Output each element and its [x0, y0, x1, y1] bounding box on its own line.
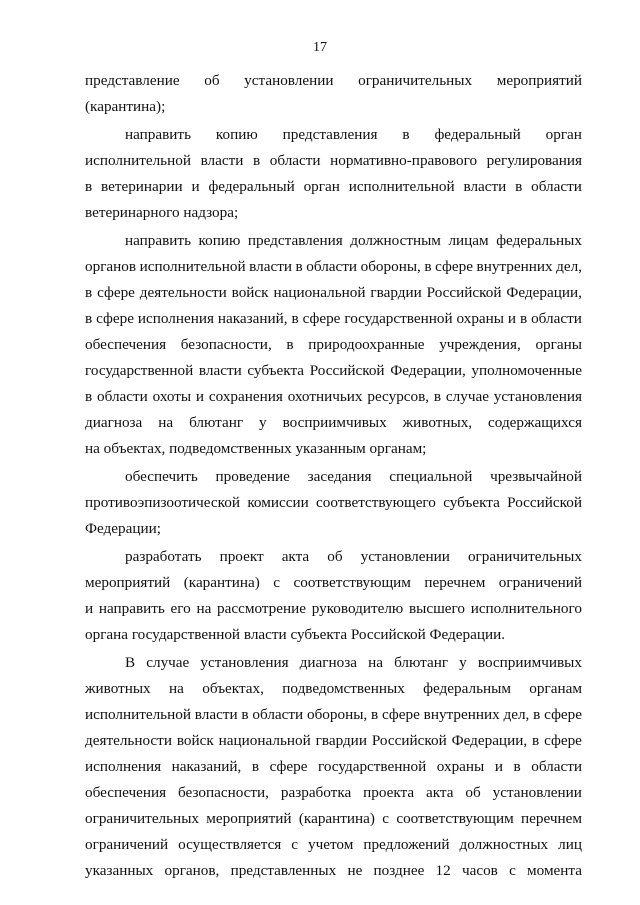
word: сфере [382, 706, 420, 723]
word: в [513, 758, 521, 775]
word: случае [445, 388, 489, 405]
word: в [295, 258, 303, 275]
word: обороны, [306, 706, 368, 723]
word: национальной [218, 732, 311, 749]
word: гвардии [315, 732, 367, 749]
word: охраны [456, 310, 504, 327]
word: (карантина) [183, 574, 260, 591]
word: установления [493, 388, 582, 405]
word: случае [146, 654, 190, 671]
word: содержащихся [488, 414, 582, 431]
text-line: органа государственной власти субъекта Российской Федерации. [85, 626, 506, 643]
word: разработать [125, 548, 202, 565]
word: в [85, 388, 93, 405]
word: направить [125, 126, 191, 143]
word: власти [200, 152, 244, 169]
word: в [252, 152, 261, 169]
word: исполнительного [470, 600, 582, 617]
word: федеральный [434, 126, 521, 143]
word: регулирования [486, 152, 582, 169]
word: акта [426, 784, 454, 801]
word: с [509, 862, 516, 879]
word: указанных [85, 862, 154, 879]
word: позднее [373, 862, 425, 879]
word: ограничительных [467, 548, 582, 565]
word: (карантина) [298, 810, 375, 827]
word: охраны [436, 758, 485, 775]
word: на [169, 680, 184, 697]
word: проект [219, 548, 264, 565]
word: блютанг [189, 414, 244, 431]
word: разработка [280, 784, 352, 801]
word: сфере [269, 758, 308, 775]
word: представления [282, 126, 378, 143]
word: области [252, 706, 304, 723]
word: сфере [302, 310, 341, 327]
word: и [85, 600, 94, 617]
word: копию [215, 126, 258, 143]
word: направить [98, 600, 165, 617]
text-line [85, 68, 582, 94]
word: не [347, 862, 363, 879]
text-line [85, 384, 582, 410]
word: органов [85, 258, 137, 275]
word: момента [527, 862, 582, 879]
word: диагноза [299, 654, 357, 671]
word: орган [545, 126, 582, 143]
word: ограничений [498, 574, 582, 591]
word: органы [535, 336, 582, 353]
word: природоохранные [308, 336, 425, 353]
word: власти [249, 258, 292, 275]
word: безопасности, [180, 336, 272, 353]
word: области [269, 152, 321, 169]
word: у [459, 654, 467, 671]
word: субъекта [443, 494, 500, 511]
word: соответствующего [316, 494, 436, 511]
word: Федерации, [390, 362, 466, 379]
word: предложений [363, 836, 450, 853]
word: ветеринарии [101, 178, 183, 195]
word: Федерации, [451, 732, 528, 749]
word: высшего [408, 600, 465, 617]
word: сфере [96, 310, 134, 327]
word: диагноза [85, 414, 143, 431]
word: об [465, 784, 481, 801]
word: соответствующим [293, 574, 411, 591]
word: об [204, 72, 220, 89]
word: органов, [164, 862, 220, 879]
word: на [158, 414, 174, 431]
text-line [85, 596, 582, 622]
word: учетом [308, 836, 354, 853]
word: сфере [544, 706, 582, 723]
word: области [531, 310, 582, 327]
text-line [85, 544, 582, 570]
word: ресурсов, [367, 388, 430, 405]
word: мероприятий [85, 574, 171, 591]
word: направить [125, 232, 191, 249]
text-line [85, 754, 582, 780]
word: в [519, 310, 528, 327]
word: дел, [503, 706, 530, 723]
word: проекта [363, 784, 415, 801]
word: в [85, 284, 93, 301]
word: войск [231, 284, 269, 301]
word: исполнения [137, 310, 214, 327]
word: в [85, 178, 93, 195]
word: противоэпизоотической [85, 494, 240, 511]
word: перечнем [424, 574, 486, 591]
word: блютанг [394, 654, 449, 671]
word: перечнем [521, 810, 582, 827]
word: соответствующим [396, 810, 514, 827]
word: обеспечения [85, 336, 167, 353]
word: осуществляется [178, 836, 282, 853]
word: исполнительной [85, 706, 191, 723]
text-line [85, 832, 582, 858]
word: орган [303, 178, 340, 195]
word: животных, [402, 414, 473, 431]
word: ограничительных [358, 72, 473, 89]
text-line [85, 570, 582, 596]
word: в [291, 310, 299, 327]
word: ограничительных [85, 810, 199, 827]
text-line [85, 650, 582, 676]
word: обеспечить [125, 468, 198, 485]
word: в [286, 336, 294, 353]
word: должностных [459, 836, 549, 853]
word: наказаний, [217, 310, 288, 327]
word: руководителю [311, 600, 404, 617]
word: на [368, 654, 383, 671]
word: сохранения [208, 388, 283, 405]
word: и [494, 758, 503, 775]
word: уполномоченные [471, 362, 582, 379]
word: сфере [435, 258, 473, 275]
word: власти [463, 178, 507, 195]
text-line [85, 490, 582, 516]
word: комиссии [247, 494, 309, 511]
word: войск [176, 732, 214, 749]
word: государственной [85, 362, 194, 379]
word: исполнения [85, 758, 162, 775]
word: установлении [244, 72, 334, 89]
word: органам [529, 680, 582, 697]
text-line [85, 358, 582, 384]
word: обороны, [360, 258, 421, 275]
word: копию [198, 232, 241, 249]
word: установлении [492, 784, 582, 801]
word: федеральных [496, 232, 582, 249]
word: 12 [435, 862, 451, 879]
word: сфере [97, 284, 135, 301]
word: исполнительной [139, 258, 246, 275]
text-line [85, 254, 582, 280]
word: лиц [558, 836, 582, 853]
word: Российской [371, 732, 447, 749]
word: с [273, 574, 281, 591]
text-line [85, 280, 582, 306]
word: чрезвычайной [490, 468, 582, 485]
word: исполнительной [85, 152, 191, 169]
document-body [85, 68, 582, 884]
word: национальной [273, 284, 366, 301]
word: ограничений [85, 836, 169, 853]
word: области [531, 178, 582, 195]
text-line [85, 306, 582, 332]
word: внутренних [476, 258, 553, 275]
word: деятельности [139, 284, 227, 301]
word: в [402, 126, 410, 143]
word: животных [85, 680, 151, 697]
word: и [191, 178, 200, 195]
word: обеспечения [85, 784, 167, 801]
word: с [291, 836, 299, 853]
text-line [85, 148, 582, 174]
word: лицам [448, 232, 489, 249]
word: представленных [230, 862, 337, 879]
word: в [532, 732, 540, 749]
word: В [125, 654, 136, 671]
word: подведомственных [282, 680, 405, 697]
word: учреждения, [439, 336, 521, 353]
word: в [515, 178, 523, 195]
word: области [97, 388, 148, 405]
text-line: ветеринарного надзора; [85, 204, 239, 221]
page-number: 17 [313, 40, 327, 55]
text-line: на объектах, подведомственных указанным органам; [85, 440, 427, 457]
text-line [85, 174, 582, 200]
word: федеральным [423, 680, 511, 697]
word: представления [247, 232, 343, 249]
word: Российской [426, 284, 502, 301]
word: в [533, 706, 541, 723]
word: его [170, 600, 191, 617]
text-line [85, 464, 582, 490]
text-line: Федерации; [85, 520, 161, 537]
word: безопасности, [178, 784, 269, 801]
text-line [85, 676, 582, 702]
text-line [85, 858, 582, 884]
text-line [85, 228, 582, 254]
text-line [85, 410, 582, 436]
word: в [371, 706, 379, 723]
word: в [85, 310, 93, 327]
word: и [195, 388, 205, 405]
word: восприимчивых [477, 654, 582, 671]
word: часов [461, 862, 498, 879]
word: мероприятий [206, 810, 292, 827]
word: и [507, 310, 517, 327]
word: восприимчивых [282, 414, 387, 431]
word: с [382, 810, 390, 827]
word: деятельности [85, 732, 172, 749]
word: в [251, 758, 260, 775]
word: власти [198, 362, 242, 379]
word: объектах, [202, 680, 264, 697]
word: области [306, 258, 358, 275]
word: специальной [389, 468, 473, 485]
word: Федерации, [506, 284, 582, 301]
word: об [327, 548, 343, 565]
word: власти [194, 706, 238, 723]
text-line [85, 332, 582, 358]
word: акта [281, 548, 310, 565]
word: субъекта [247, 362, 305, 379]
text-line [85, 728, 582, 754]
text-line [85, 702, 582, 728]
text-line [85, 122, 582, 148]
word: в [433, 388, 442, 405]
word: представление [85, 72, 180, 89]
word: заседания [307, 468, 372, 485]
word: в [424, 258, 432, 275]
word: рассмотрение [217, 600, 306, 617]
word: на [196, 600, 212, 617]
word: в [241, 706, 249, 723]
word: федеральный [208, 178, 295, 195]
word: государственной [317, 758, 427, 775]
word: установления [200, 654, 289, 671]
word: наказаний, [171, 758, 242, 775]
word: сфере [544, 732, 582, 749]
word: должностным [350, 232, 441, 249]
word: установлении [360, 548, 450, 565]
word: нормативно-правового [330, 152, 478, 169]
word: охоты [152, 388, 192, 405]
word: дел, [556, 258, 582, 275]
word: внутренних [423, 706, 500, 723]
word: охотничьих [287, 388, 363, 405]
word: Российской [309, 362, 385, 379]
word: проведение [215, 468, 290, 485]
word: гвардии [370, 284, 422, 301]
text-line [85, 806, 582, 832]
word: Российской [507, 494, 582, 511]
text-line: (карантина); [85, 98, 166, 115]
word: государственной [344, 310, 453, 327]
text-line [85, 780, 582, 806]
word: у [259, 414, 267, 431]
word: области [531, 758, 582, 775]
word: исполнительной [348, 178, 455, 195]
word: мероприятий [496, 72, 582, 89]
